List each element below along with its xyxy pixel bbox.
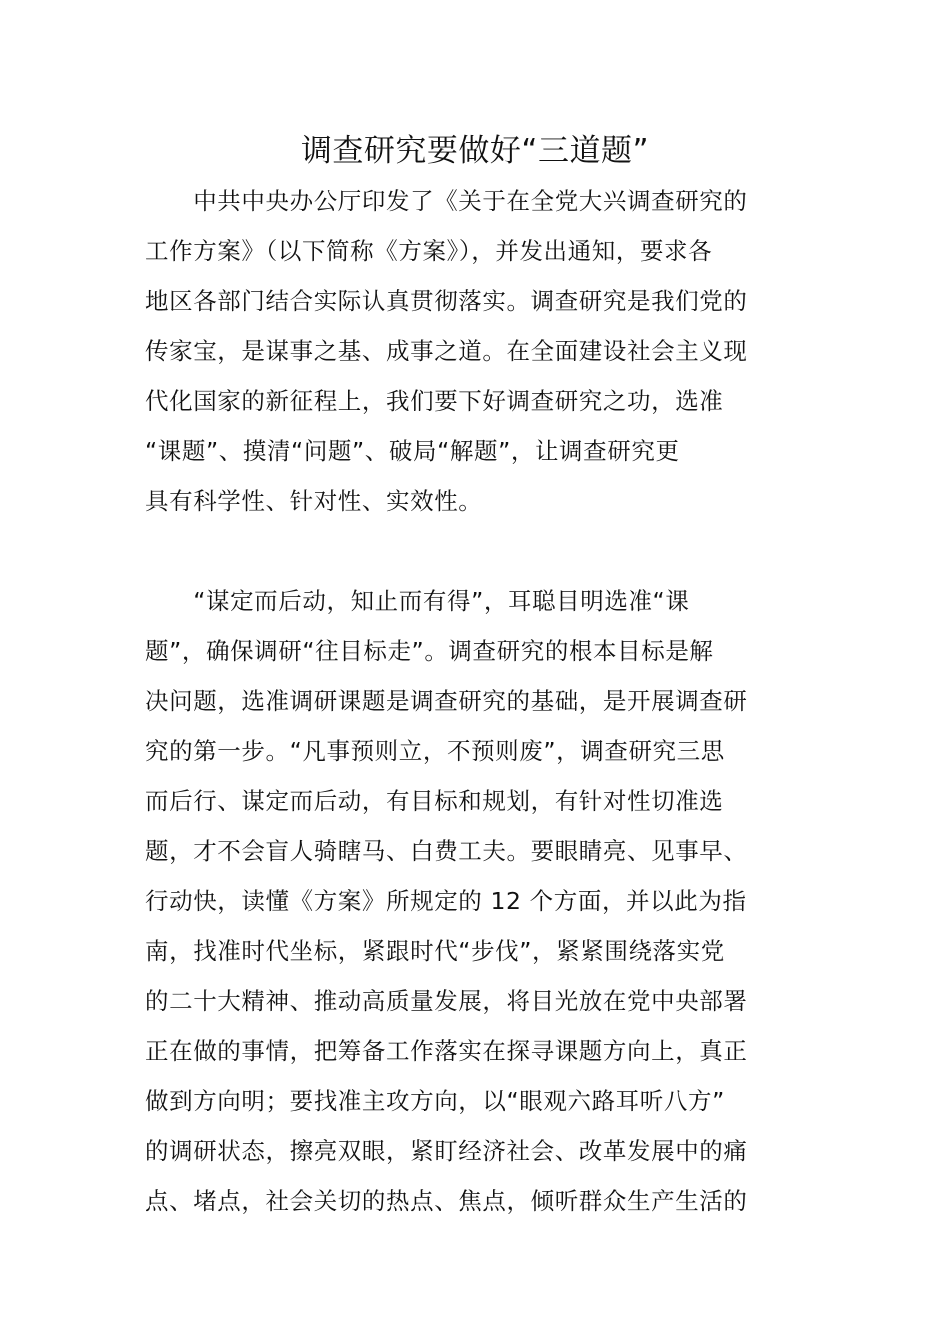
paragraph-line: 的调研状态，擦亮双眼，紧盯经济社会、改革发展中的痛 — [145, 1137, 748, 1165]
paragraph-line: 代化国家的新征程上，我们要下好调查研究之功，选准 — [145, 387, 724, 415]
paragraph-line: 中共中央办公厅印发了《关于在全党大兴调查研究的 — [145, 187, 748, 215]
paragraph-line: 地区各部门结合实际认真贯彻落实。调查研究是我们党的 — [145, 287, 748, 315]
paragraph-line: 究的第一步。“凡事预则立，不预则废”，调查研究三思 — [145, 737, 725, 765]
paragraph-line: 点、堵点，社会关切的热点、焦点，倾听群众生产生活的 — [145, 1187, 748, 1215]
paragraph-1 — [145, 176, 810, 526]
paragraph-line: 具有科学性、针对性、实效性。 — [145, 487, 483, 515]
paragraph-2 — [145, 576, 810, 1226]
paragraph-line: 工作方案》（以下简称《方案》），并发出通知，要求各 — [145, 237, 713, 265]
paragraph-line: 题”，确保调研“往目标走”。调查研究的根本目标是解 — [145, 637, 714, 665]
paragraph-line: “谋定而后动，知止而有得”，耳聪目明选准“课 — [145, 587, 690, 615]
paragraph-line: 传家宝，是谋事之基、成事之道。在全面建设社会主义现 — [145, 337, 748, 365]
paragraph-line: 做到方向明；要找准主攻方向，以“眼观六路耳听八方” — [145, 1087, 725, 1115]
paragraph-line: “课题”、摸清“问题”、破局“解题”，让调查研究更 — [145, 437, 680, 465]
paragraph-line: 行动快，读懂《方案》所规定的 12 个方面，并以此为指 — [145, 887, 747, 915]
paragraph-line: 南，找准时代坐标，紧跟时代“步伐”，紧紧围绕落实党 — [145, 937, 725, 965]
document-title: 调查研究要做好“三道题” — [300, 133, 650, 169]
paragraph-line: 而后行、谋定而后动，有目标和规划，有针对性切准选 — [145, 787, 724, 815]
paragraph-line: 题，才不会盲人骑瞎马、白费工夫。要眼睛亮、见事早、 — [145, 837, 748, 865]
paragraph-line: 的二十大精神、推动高质量发展，将目光放在党中央部署 — [145, 987, 748, 1015]
paragraph-line: 正在做的事情，把筹备工作落实在探寻课题方向上，真正 — [145, 1037, 748, 1065]
paragraph-line: 决问题，选准调研课题是调查研究的基础，是开展调查研 — [145, 687, 748, 715]
